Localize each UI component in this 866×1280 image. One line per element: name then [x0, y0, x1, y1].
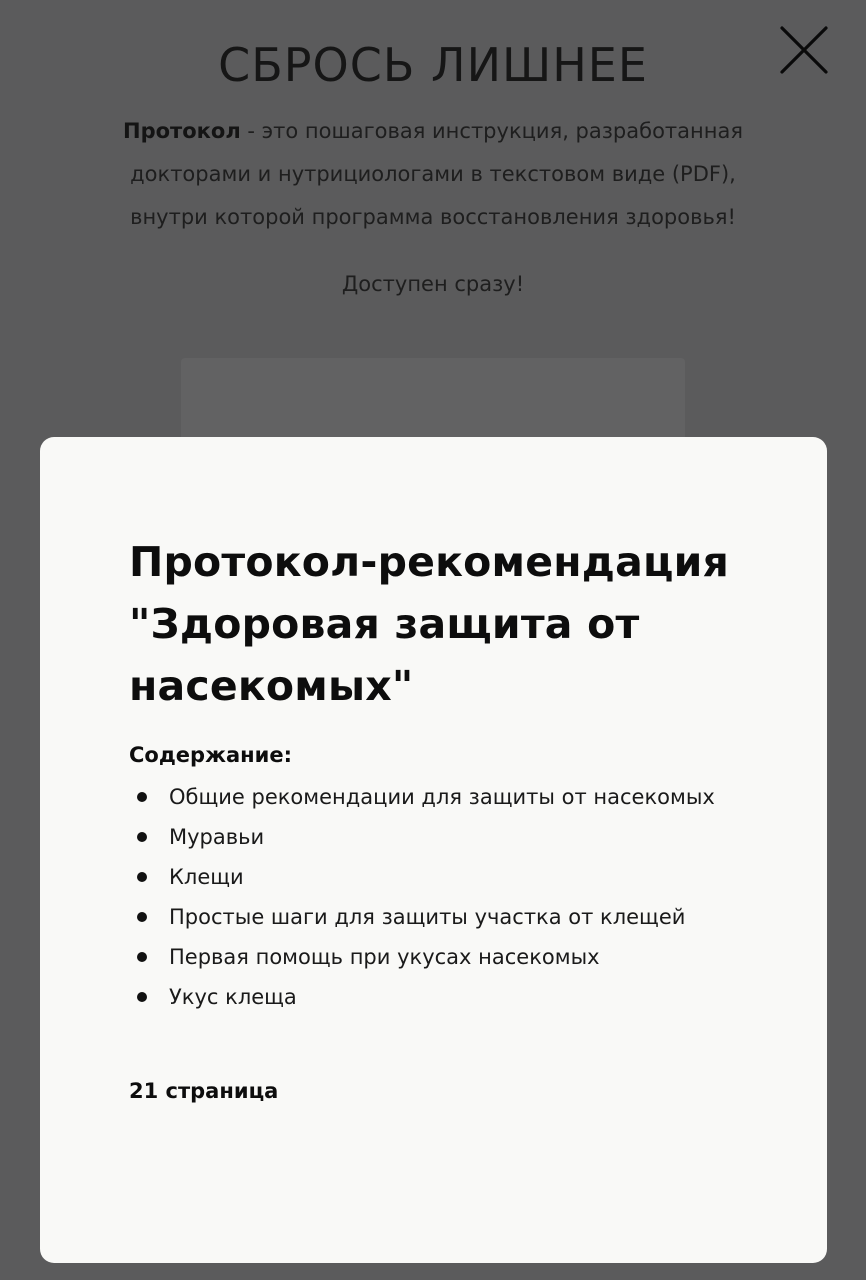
bullet-icon — [137, 832, 147, 842]
list-item-text: Простые шаги для защиты участка от клещей — [169, 905, 686, 929]
close-button[interactable] — [778, 24, 830, 76]
list-item-text: Общие рекомендации для защиты от насекомых — [169, 785, 715, 809]
list-item-text: Клещи — [169, 865, 244, 889]
list-item-text: Укус клеща — [169, 985, 297, 1009]
close-icon — [778, 24, 830, 76]
page-description — [100, 110, 766, 239]
list-item — [129, 857, 767, 897]
description-line-1-text: - это пошаговая инструкция, разработанная — [240, 119, 743, 143]
bullet-icon — [137, 872, 147, 882]
modal-title: Протокол-рекомендация "Здоровая защита от насекомых" — [129, 538, 730, 710]
pages-count: 21 страница — [129, 1079, 279, 1103]
description-bold-term: Протокол — [123, 119, 241, 143]
product-modal — [40, 437, 827, 1263]
list-item-text: Первая помощь при укусах насекомых — [169, 945, 600, 969]
list-item-text: Муравьи — [169, 825, 265, 849]
description-line-3: внутри которой программа восстановления здоровья! — [130, 205, 736, 229]
list-item — [129, 977, 767, 1017]
bullet-icon — [137, 952, 147, 962]
bullet-icon — [137, 912, 147, 922]
list-item — [129, 937, 767, 977]
contents-heading: Содержание: — [129, 743, 293, 767]
bullet-icon — [137, 792, 147, 802]
description-line-2: докторами и нутрициологами в текстовом виде (PDF), — [130, 162, 736, 186]
description-line-1 — [100, 110, 766, 153]
list-item — [129, 777, 767, 817]
availability-text: Доступен сразу! — [341, 272, 525, 296]
contents-list — [129, 777, 767, 1017]
list-item — [129, 817, 767, 857]
list-item — [129, 897, 767, 937]
bullet-icon — [137, 992, 147, 1002]
page-title: СБРОСЬ ЛИШНЕЕ — [218, 38, 648, 92]
